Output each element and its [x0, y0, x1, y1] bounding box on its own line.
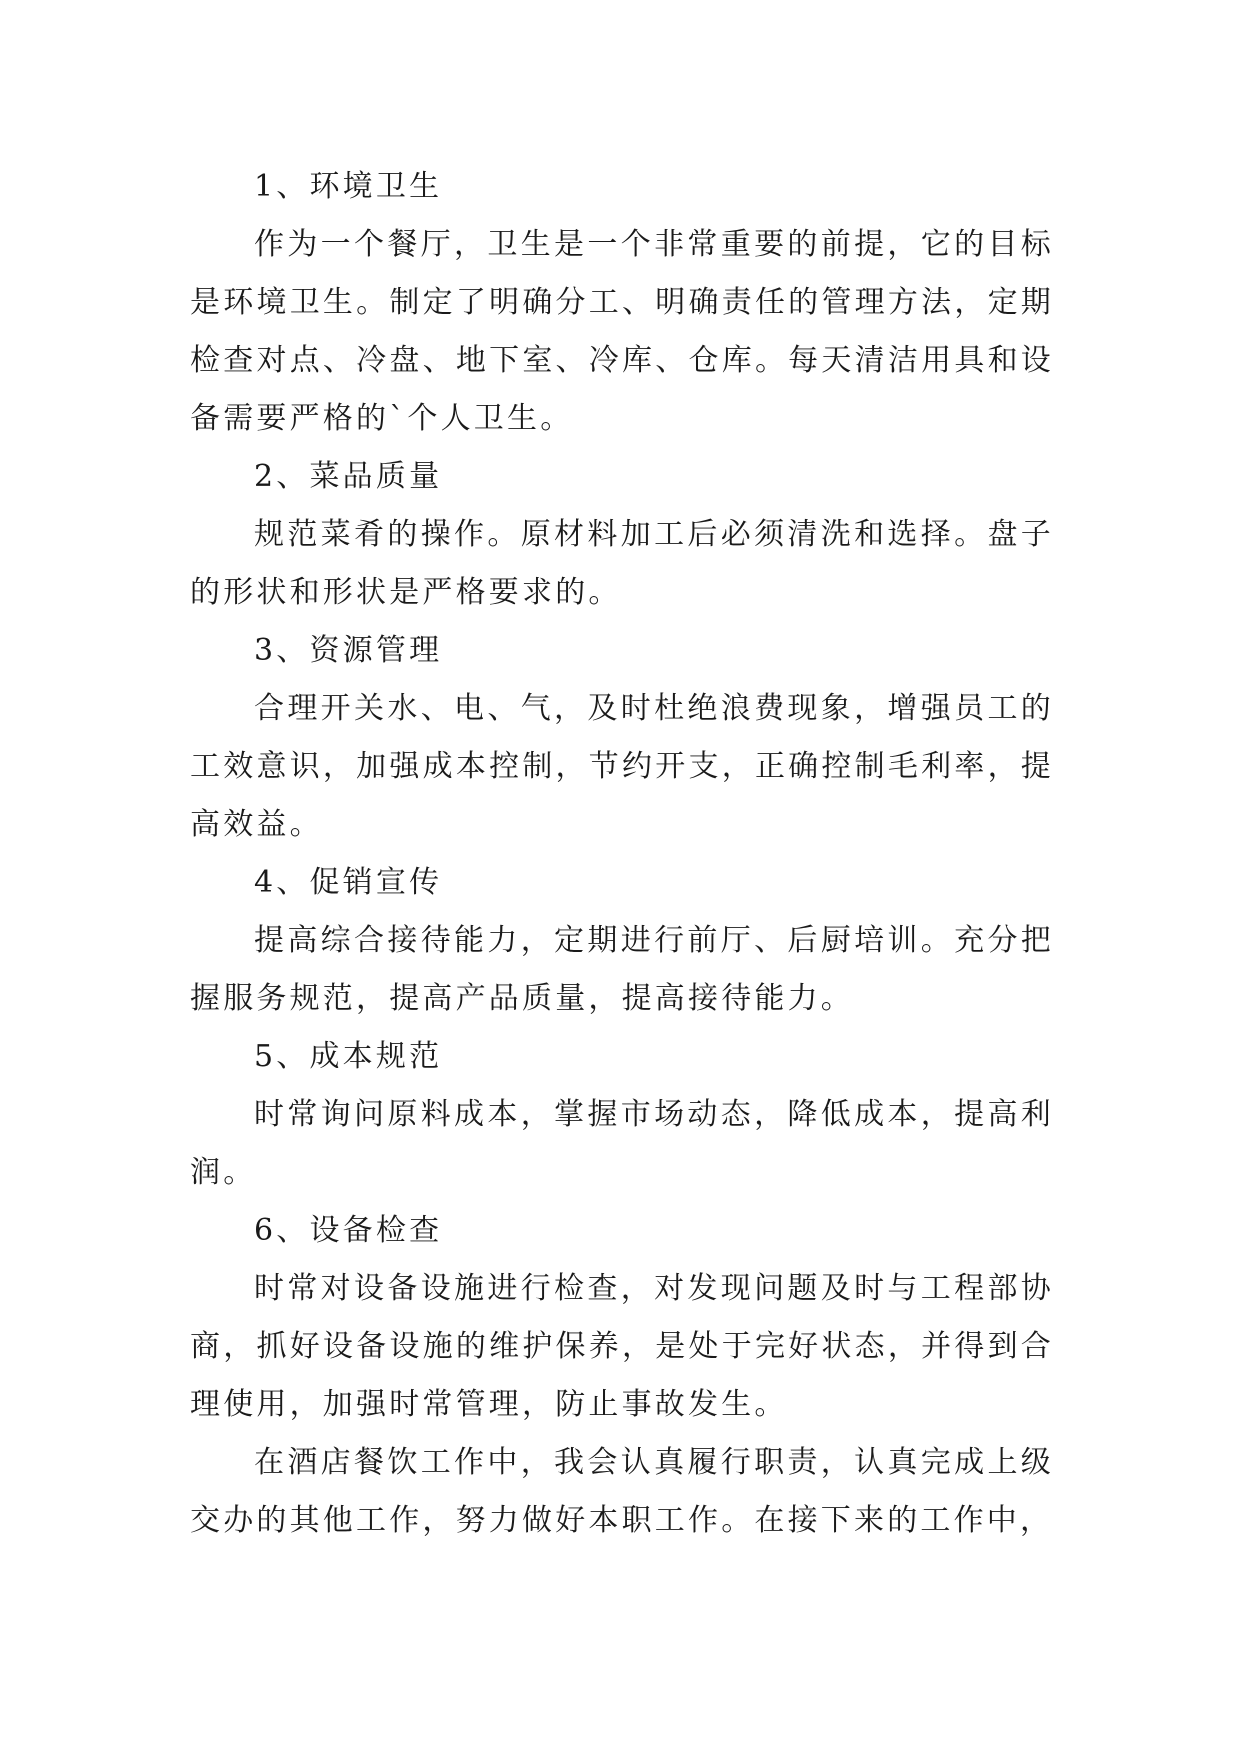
paragraph-equipment-check: 时常对设备设施进行检查，对发现问题及时与工程部协商，抓好设备设施的维护保养，是处于完好状态，并得到合理使用，加强时常管理，防止事故发生。 — [190, 1271, 1054, 1422]
section-heading-cost-control: 5、成本规范 — [254, 1039, 443, 1074]
paragraph-closing: 在酒店餐饮工作中，我会认真履行职责，认真完成上级交办的其他工作，努力做好本职工作。在接下来的工作中， — [190, 1445, 1054, 1538]
paragraph-dish-quality: 规范菜肴的操作。原材料加工后必须清洗和选择。盘子的形状和形状是严格要求的。 — [190, 517, 1054, 610]
paragraph-hygiene: 作为一个餐厅，卫生是一个非常重要的前提，它的目标是环境卫生。制定了明确分工、明确责任的管理方法，定期检查对点、冷盘、地下室、冷库、仓库。每天清洁用具和设备需要严格的`个人卫生。 — [190, 227, 1054, 436]
section-heading-promotion: 4、促销宣传 — [254, 865, 443, 900]
paragraph-promotion: 提高综合接待能力，定期进行前厅、后厨培训。充分把握服务规范，提高产品质量，提高接待能力。 — [190, 923, 1054, 1016]
section-heading-hygiene: 1、环境卫生 — [254, 169, 443, 204]
paragraph-resource-management: 合理开关水、电、气，及时杜绝浪费现象，增强员工的工效意识，加强成本控制，节约开支，正确控制毛利率，提高效益。 — [190, 691, 1054, 842]
section-heading-resource-management: 3、资源管理 — [254, 633, 443, 668]
section-heading-dish-quality: 2、菜品质量 — [254, 459, 443, 494]
paragraph-cost-control: 时常询问原料成本，掌握市场动态，降低成本，提高利润。 — [190, 1097, 1054, 1190]
section-heading-equipment-check: 6、设备检查 — [254, 1213, 443, 1248]
document-body — [190, 158, 1054, 1550]
